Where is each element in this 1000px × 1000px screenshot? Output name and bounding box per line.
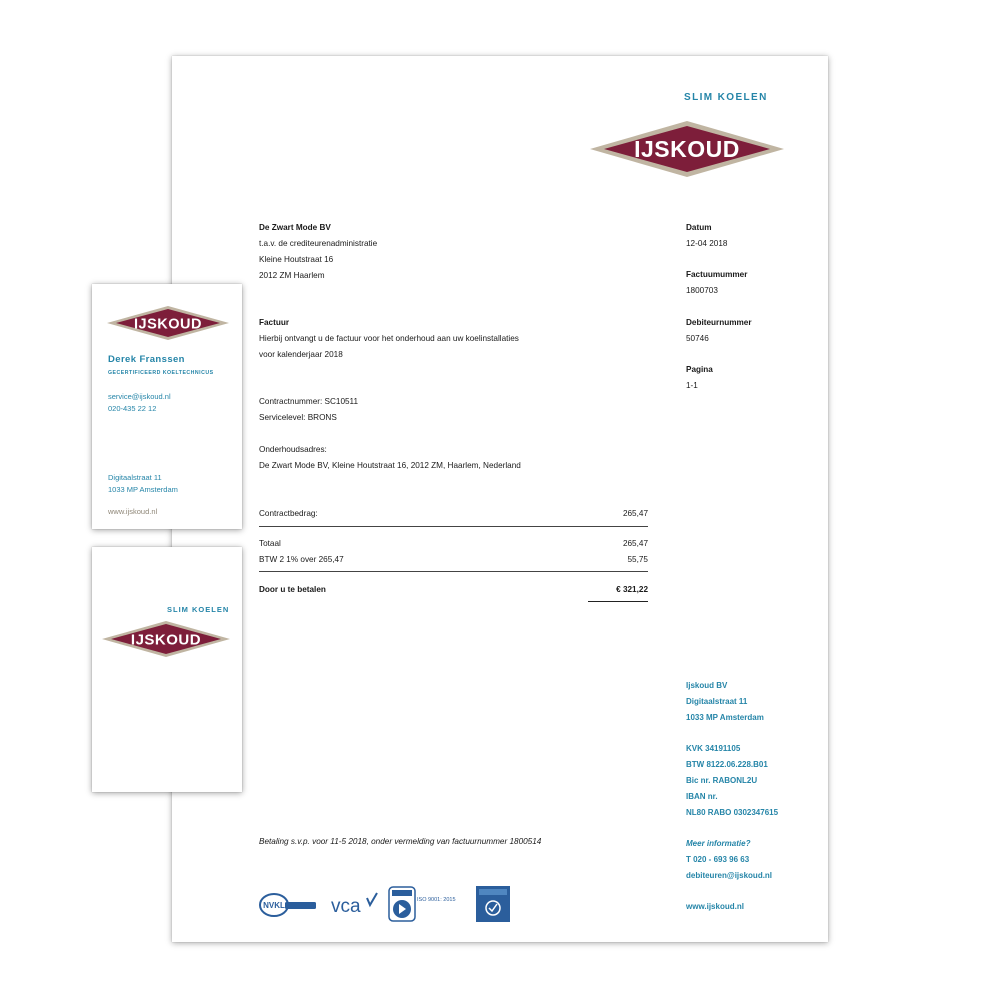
company-btw: BTW 8122.06.228.B01 [686,760,768,769]
date-value: 12-04 2018 [686,239,728,248]
debtor-number-label: Debiteurnummer [686,318,752,327]
card-ijskoud-logo [107,306,229,340]
certification-badge-icon [476,886,510,927]
card-phone: 020-435 22 12 [108,404,157,413]
more-info-heading: Meer informatie? [686,839,751,848]
date-label: Datum [686,223,712,232]
svg-text:IJSKOUD: IJSKOUD [634,136,740,162]
company-website-link[interactable]: www.ijskoud.nl [686,902,744,911]
subject-text-1: Hierbij ontvangt u de factuur voor het onderhoud aan uw koelinstallaties [259,334,519,343]
vat-divider [259,571,648,572]
amount-due-value: € 321,22 [616,585,648,594]
card-back-ijskoud-logo [102,621,230,657]
card-slogan: SLIM KOELEN [167,605,230,614]
company-kvk: KVK 34191105 [686,744,741,753]
company-street: Digitaalstraat 11 [686,697,748,706]
invoice-number-value: 1800703 [686,286,718,295]
svg-text:NVKL: NVKL [263,901,285,910]
company-bic: Bic nr. RABONL2U [686,776,758,785]
svg-text:vca: vca [331,896,361,917]
slogan: SLIM KOELEN [684,92,768,103]
company-email-link[interactable]: debiteuren@ijskoud.nl [686,871,773,880]
dekra-seal-icon [388,886,416,927]
contract-amount-label: Contractbedrag: [259,509,318,518]
debtor-number-value: 50746 [686,334,709,343]
maintenance-address: De Zwart Mode BV, Kleine Houtstraat 16, 2012 ZM, Haarlem, Nederland [259,461,521,470]
nvkl-logo [259,892,317,923]
card-website[interactable]: www.ijskoud.nl [108,507,158,516]
recipient-street: Kleine Houtstraat 16 [259,255,334,264]
invoice-number-label: Factuumummer [686,270,748,279]
svg-text:IJSKOUD: IJSKOUD [134,316,202,333]
iso-label: ISO 9001: 2015 [417,897,456,903]
business-card-back [92,547,242,792]
company-iban-label: IBAN nr. [686,792,718,801]
card-email[interactable]: service@ijskoud.nl [108,392,171,401]
invoice-letter [172,56,828,942]
subject-title: Factuur [259,318,290,327]
svg-text:IJSKOUD: IJSKOUD [130,631,202,649]
address-title: Onderhoudsadres: [259,445,327,454]
payment-note: Betaling s.v.p. voor 11-5 2018, onder vermelding van factuurnummer 1800514 [259,837,542,846]
business-card-front [92,284,242,529]
page-label: Pagina [686,365,713,374]
recipient-name: De Zwart Mode BV [259,223,331,232]
contract-amount-value: 265,47 [622,509,648,518]
page-value: 1-1 [686,381,698,390]
card-city: 1033 MP Amsterdam [108,485,178,494]
recipient-attn: t.a.v. de crediteurenadministratie [259,239,378,248]
vat-label: BTW 2 1% over 265,47 [259,555,344,564]
amount-due-underline [588,601,648,602]
card-person-name: Derek Franssen [108,354,185,365]
vca-logo [331,892,379,923]
subject-text-2: voor kalenderjaar 2018 [259,350,343,359]
card-person-role: GECERTIFICEERD KOELTECHNICUS [108,370,214,376]
total-label: Totaal [259,539,281,548]
vat-value: 55,75 [627,555,648,564]
recipient-city: 2012 ZM Haarlem [259,271,325,280]
contract-number: Contractnummer: SC10511 [259,397,359,406]
company-city: 1033 MP Amsterdam [686,713,764,722]
company-phone: T 020 - 693 96 63 [686,855,750,864]
amount-divider [259,526,648,527]
company-iban: NL80 RABO 0302347615 [686,808,779,817]
total-value: 265,47 [622,539,648,548]
card-street: Digitaalstraat 11 [108,473,162,482]
ijskoud-logo [590,121,784,177]
amount-due-label: Door u te betalen [259,585,326,594]
service-level: Servicelevel: BRONS [259,413,337,422]
company-name: Ijskoud BV [686,681,728,690]
